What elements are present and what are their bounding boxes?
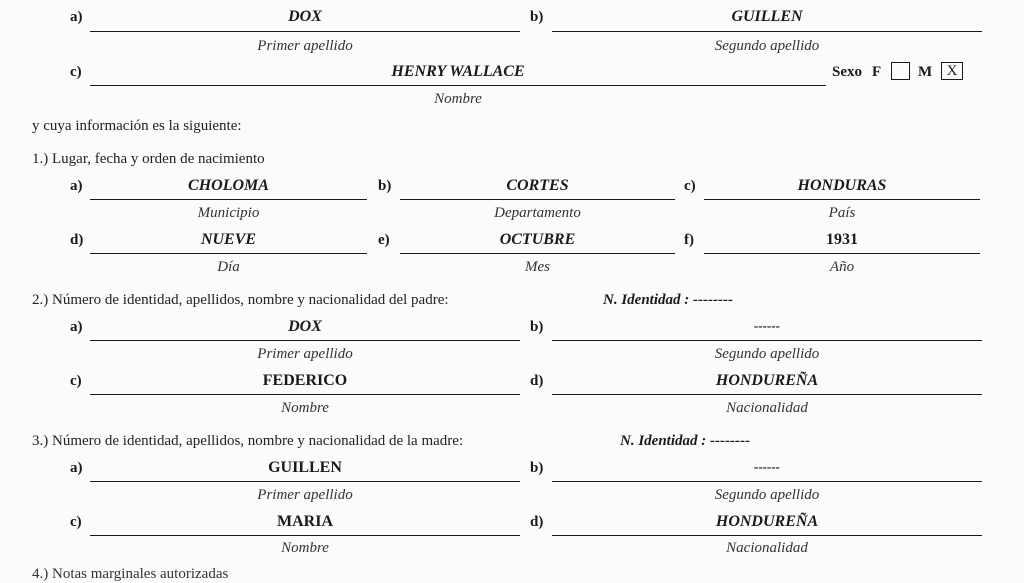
- birth-municipio-value: CHOLOMA: [188, 177, 269, 194]
- person-segundo-apellido-label: b): [530, 9, 544, 25]
- underline: [90, 85, 826, 86]
- mother-nacionalidad-caption: Nacionalidad: [726, 540, 808, 556]
- mother-nombre-value: MARIA: [277, 513, 333, 530]
- mother-nacionalidad-value: HONDUREÑA: [715, 513, 819, 530]
- underline: [90, 199, 367, 200]
- father-identidad: N. Identidad : --------: [603, 292, 733, 308]
- sexo-m-label: M: [918, 64, 933, 80]
- mother-heading: 3.) Número de identidad, apellidos, nombre y nacionalidad de la madre:: [32, 433, 464, 449]
- mother-nacionalidad-label: d): [530, 514, 544, 530]
- person-nombre-caption: Nombre: [434, 91, 482, 107]
- sexo-label: Sexo: [832, 64, 862, 80]
- underline: [90, 481, 520, 482]
- underline: [552, 394, 982, 395]
- person-nombre-label: c): [70, 64, 82, 80]
- birth-dia-value: NUEVE: [200, 231, 257, 248]
- underline: [400, 199, 675, 200]
- underline: [90, 31, 520, 32]
- underline: [552, 340, 982, 341]
- father-nacionalidad-label: d): [530, 373, 544, 389]
- underline: [552, 481, 982, 482]
- father-segundo-apellido-caption: Segundo apellido: [714, 346, 820, 362]
- father-segundo-apellido-label: b): [530, 319, 544, 335]
- father-primer-apellido-value: DOX: [288, 318, 322, 335]
- mother-nombre-caption: Nombre: [281, 540, 329, 556]
- person-segundo-apellido-caption: Segundo apellido: [714, 38, 820, 54]
- mother-segundo-apellido-value: ------: [754, 459, 780, 474]
- sexo-m-checkbox: X: [941, 62, 963, 80]
- father-primer-apellido-label: a): [70, 319, 83, 335]
- mother-segundo-apellido-caption: Segundo apellido: [714, 487, 820, 503]
- sexo-f-label: F: [872, 64, 882, 80]
- mother-identidad: N. Identidad : --------: [620, 433, 750, 449]
- mother-segundo-apellido-label: b): [530, 460, 544, 476]
- person-primer-apellido-label: a): [70, 9, 83, 25]
- person-primer-apellido-caption: Primer apellido: [257, 38, 353, 54]
- underline: [90, 340, 520, 341]
- father-nacionalidad-caption: Nacionalidad: [726, 400, 808, 416]
- birth-anio-caption: Año: [829, 259, 855, 275]
- sexo-f-checkbox: [891, 62, 910, 80]
- underline: [704, 199, 980, 200]
- father-primer-apellido-caption: Primer apellido: [257, 346, 353, 362]
- birth-dia-caption: Día: [217, 259, 240, 275]
- birth-departamento-caption: Departamento: [494, 205, 581, 221]
- underline: [704, 253, 980, 254]
- person-segundo-apellido-value: GUILLEN: [731, 8, 803, 25]
- underline: [90, 253, 367, 254]
- birth-mes-label: e): [378, 232, 390, 248]
- birth-mes-caption: Mes: [525, 259, 550, 275]
- birth-mes-value: OCTUBRE: [499, 231, 576, 248]
- person-primer-apellido-value: DOX: [288, 8, 322, 25]
- underline: [90, 394, 520, 395]
- birth-departamento-value: CORTES: [506, 177, 569, 194]
- underline: [552, 31, 982, 32]
- intro-text: y cuya información es la siguiente:: [32, 118, 242, 134]
- birth-heading: 1.) Lugar, fecha y orden de nacimiento: [32, 151, 265, 167]
- birth-dia-label: d): [70, 232, 84, 248]
- father-nombre-value: FEDERICO: [262, 372, 348, 389]
- mother-primer-apellido-label: a): [70, 460, 83, 476]
- mother-primer-apellido-caption: Primer apellido: [257, 487, 353, 503]
- underline: [400, 253, 675, 254]
- mother-nombre-label: c): [70, 514, 82, 530]
- mother-primer-apellido-value: GUILLEN: [268, 459, 342, 476]
- father-segundo-apellido-value: ------: [754, 318, 780, 333]
- birth-municipio-caption: Municipio: [197, 205, 260, 221]
- birth-anio-value: 1931: [826, 231, 858, 248]
- underline: [90, 535, 520, 536]
- birth-departamento-label: b): [378, 178, 392, 194]
- birth-municipio-label: a): [70, 178, 83, 194]
- birth-pais-label: c): [684, 178, 696, 194]
- birth-pais-value: HONDURAS: [797, 177, 887, 194]
- birth-anio-label: f): [684, 232, 694, 248]
- father-nacionalidad-value: HONDUREÑA: [715, 372, 819, 389]
- father-heading: 2.) Número de identidad, apellidos, nombre y nacionalidad del padre:: [32, 292, 449, 308]
- father-nombre-caption: Nombre: [281, 400, 329, 416]
- birth-pais-caption: País: [828, 205, 856, 221]
- father-nombre-label: c): [70, 373, 82, 389]
- underline: [552, 535, 982, 536]
- notes-heading: 4.) Notas marginales autorizadas: [32, 566, 229, 582]
- person-nombre-value: HENRY WALLACE: [391, 63, 525, 80]
